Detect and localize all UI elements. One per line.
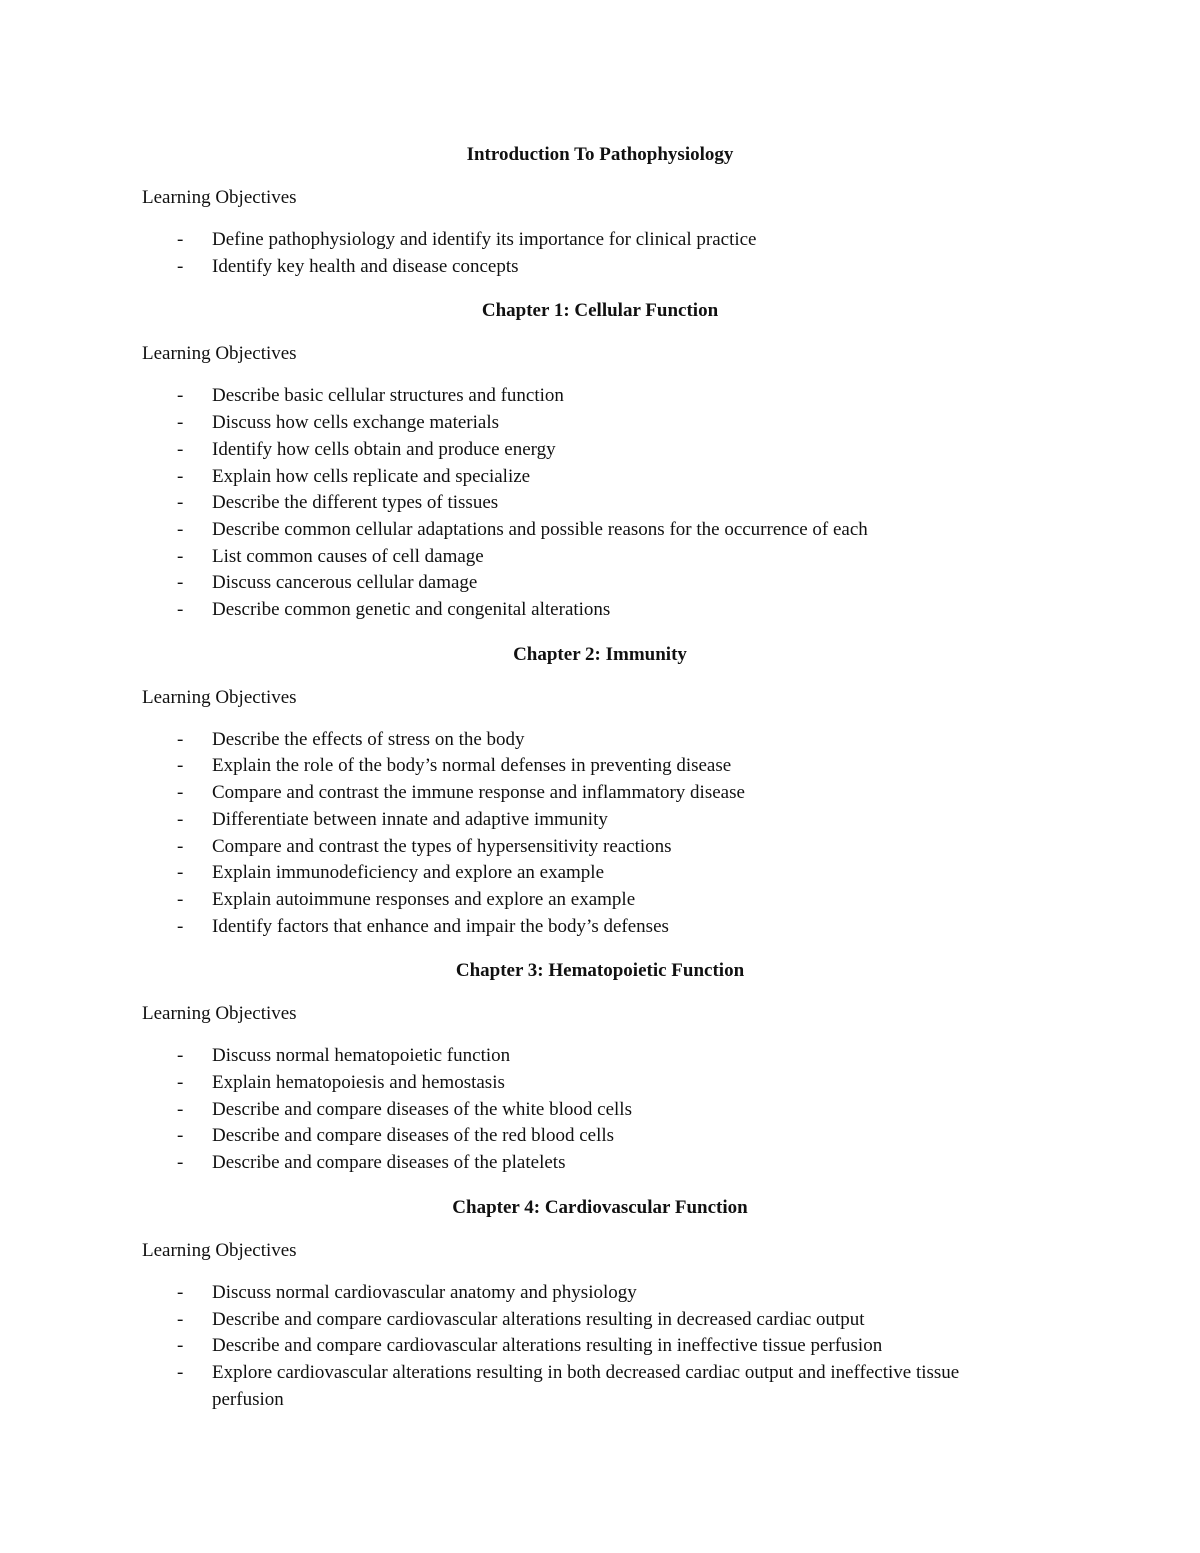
dash-bullet: - [177,915,184,937]
dash-bullet: - [177,1308,184,1330]
dash-bullet: - [177,1045,184,1067]
objective-item [142,860,1032,887]
learning-objectives-label: Learning Objectives [142,343,297,365]
objectives-list [142,1043,1058,1177]
dash-bullet: - [177,572,184,594]
objective-item [142,1360,1032,1413]
dash-bullet: - [177,1072,184,1094]
objective-text: Identify factors that enhance and impair the body’s defenses [212,915,669,937]
objective-item [142,383,1032,410]
objective-item [142,490,1032,517]
objective-text: Identify how cells obtain and produce energy [212,438,556,460]
objective-text: Describe the effects of stress on the body [212,728,525,750]
dash-bullet: - [177,1152,184,1174]
objective-text: Discuss how cells exchange materials [212,412,500,434]
objective-text: Explain the role of the body’s normal defenses in preventing disease [212,755,732,777]
objective-item [142,1280,1032,1307]
dash-bullet: - [177,545,184,567]
section-heading: Introduction To Pathophysiology [466,144,734,165]
dash-bullet: - [177,599,184,621]
dash-bullet: - [177,862,184,884]
section-heading: Chapter 4: Cardiovascular Function [452,1196,748,1218]
dash-bullet: - [177,728,184,750]
objective-text: Describe and compare diseases of the platelets [212,1152,566,1174]
objective-text: Describe basic cellular structures and function [212,385,564,407]
objective-item [142,544,1032,571]
objective-item [142,1333,1032,1360]
objective-item [142,780,1032,807]
dash-bullet: - [177,412,184,434]
objectives-list [142,727,1058,941]
objective-text: Identify key health and disease concepts [212,255,519,277]
objective-item [142,410,1032,437]
objective-item [142,1097,1032,1124]
objective-item [142,1070,1032,1097]
objective-text: Describe and compare cardiovascular alterations resulting in ineffective tissue perfusion [212,1335,883,1357]
objective-text: Discuss cancerous cellular damage [212,572,478,594]
dash-bullet: - [177,808,184,830]
document-content [142,141,1058,1430]
objective-item [142,437,1032,464]
dash-bullet: - [177,385,184,407]
objective-text: List common causes of cell damage [212,545,484,567]
objective-text: Describe and compare diseases of the red blood cells [212,1125,615,1147]
objective-item [142,464,1032,491]
objective-item [142,517,1032,544]
objective-text: Explain hematopoiesis and hemostasis [212,1072,505,1094]
dash-bullet: - [177,229,184,250]
dash-bullet: - [177,438,184,460]
learning-objectives-label: Learning Objectives [142,1239,297,1261]
objective-text: Describe common genetic and congenital alterations [212,599,611,621]
objective-text: Compare and contrast the types of hypersensitivity reactions [212,835,672,857]
objective-item [142,753,1032,780]
dash-bullet: - [177,465,184,487]
objective-item [142,1123,1032,1150]
dash-bullet: - [177,492,184,514]
dash-bullet: - [177,888,184,910]
section-heading: Chapter 1: Cellular Function [481,300,719,322]
objective-text: Discuss normal hematopoietic function [212,1045,511,1067]
objective-item [142,1307,1032,1334]
objective-text: Explore cardiovascular alterations resulting in both decreased cardiac output and ineffective tissue perfusion [212,1361,960,1410]
objective-text: Differentiate between innate and adaptive immunity [212,808,608,830]
objective-text: Explain how cells replicate and specialize [212,465,531,487]
objective-text: Compare and contrast the immune response and inflammatory disease [212,782,745,804]
objective-text: Describe and compare diseases of the white blood cells [212,1098,632,1120]
objective-text: Explain immunodeficiency and explore an example [212,862,604,884]
dash-bullet: - [177,782,184,804]
learning-objectives-label: Learning Objectives [142,1003,297,1025]
learning-objectives-label: Learning Objectives [142,686,297,708]
dash-bullet: - [177,1281,184,1303]
objective-item [142,807,1032,834]
objectives-list [142,383,1058,623]
objective-item [142,570,1032,597]
objective-text: Describe and compare cardiovascular alterations resulting in decreased cardiac output [212,1308,865,1330]
objective-item [142,727,1032,754]
objective-item [142,254,1032,281]
objective-text: Describe common cellular adaptations and possible reasons for the occurrence of each [212,518,868,540]
objective-item [142,227,1032,254]
objectives-list [142,1280,1058,1414]
section-heading: Chapter 3: Hematopoietic Function [455,960,745,982]
dash-bullet: - [177,518,184,540]
objective-text: Describe the different types of tissues [212,492,499,514]
dash-bullet: - [177,1098,184,1120]
objective-item [142,887,1032,914]
dash-bullet: - [177,755,184,777]
section-heading: Chapter 2: Immunity [513,643,687,665]
objective-item [142,597,1032,624]
objective-text: Explain autoimmune responses and explore an example [212,888,636,910]
dash-bullet: - [177,1361,184,1383]
dash-bullet: - [177,255,184,277]
learning-objectives-label: Learning Objectives [142,187,297,208]
dash-bullet: - [177,1125,184,1147]
objective-item [142,1150,1032,1177]
objective-text: Discuss normal cardiovascular anatomy and physiology [212,1281,637,1303]
objective-text: Define pathophysiology and identify its importance for clinical practice [212,229,757,250]
dash-bullet: - [177,1335,184,1357]
objective-item [142,834,1032,861]
objective-item [142,914,1032,941]
objectives-list [142,227,1058,280]
dash-bullet: - [177,835,184,857]
objective-item [142,1043,1032,1070]
